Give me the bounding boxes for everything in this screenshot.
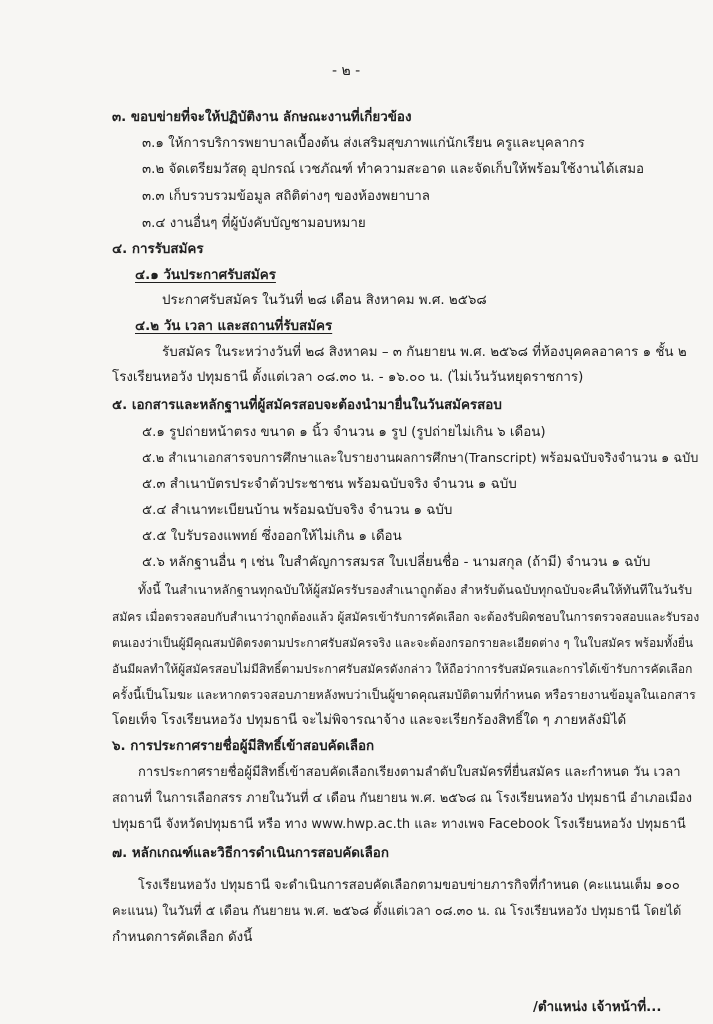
section-7-line: กำหนดการคัดเลือก ดังนี้ xyxy=(112,930,253,945)
section-7-heading: ๗. หลักเกณฑ์และวิธีการดำเนินการสอบคัดเลือก xyxy=(112,846,389,861)
section-6-line: ปทุมธานี จังหวัดปทุมธานี หรือ ทาง www.hwp.ac.th และ ทางเพจ Facebook โรงเรียนหอวัง ปทุมธานี xyxy=(112,817,686,832)
section-5-paragraph-line: อันมีผลทำให้ผู้สมัครสอบไม่มีสิทธิ์ตามประกาศรับสมัครดังกล่าว ให้ถือว่าการรับสมัครและการได้เข้ารับการคัดเลือก xyxy=(112,662,693,676)
footer-continuation: /ตำแหน่ง เจ้าหน้าที่... xyxy=(533,1000,662,1015)
section-4-2-line: รับสมัคร ในระหว่างวันที่ ๒๘ สิงหาคม – ๓ กันยายน พ.ศ. ๒๕๖๘ ที่ห้องบุคคลอาคาร ๑ ชั้น ๒ xyxy=(162,345,687,360)
section-5-paragraph-line: ทั้งนี้ ในสำเนาหลักฐานทุกฉบับให้ผู้สมัครรับรองสำเนาถูกต้อง สำหรับต้นฉบับทุกฉบับจะคืนให้ทันทีในวันรับ xyxy=(138,582,693,597)
section-4-1-heading: ๔.๑ วันประกาศรับสมัคร xyxy=(135,268,276,283)
section-3-item: ๓.๔ งานอื่นๆ ที่ผู้บังคับบัญชามอบหมาย xyxy=(142,216,366,231)
section-6-line: การประกาศรายชื่อผู้มีสิทธิ์เข้าสอบคัดเลือกเรียงตามลำดับใบสมัครที่ยื่นสมัคร และกำหนด วัน เวลา xyxy=(138,765,681,780)
section-3-item: ๓.๓ เก็บรวบรวมข้อมูล สถิติต่างๆ ของห้องพยาบาล xyxy=(142,189,430,204)
section-7-line: คะแนน) ในวันที่ ๕ เดือน กันยายน พ.ศ. ๒๕๖๘ ตั้งแต่เวลา ๐๘.๓๐ น. ณ โรงเรียนหอวัง ปทุมธานี โดยได้ xyxy=(112,904,682,919)
section-5-heading: ๕. เอกสารและหลักฐานที่ผู้สมัครสอบจะต้องนำมายื่นในวันสมัครสอบ xyxy=(112,398,502,413)
page-number: - ๒ - xyxy=(332,63,361,79)
section-5-item: ๕.๕ ใบรับรองแพทย์ ซึ่งออกให้ไม่เกิน ๑ เดือน xyxy=(142,529,402,544)
section-5-item: ๕.๓ สำเนาบัตรประจำตัวประชาชน พร้อมฉบับจริง จำนวน ๑ ฉบับ xyxy=(142,477,517,492)
section-5-paragraph-line: สมัคร เมื่อตรวจสอบกับสำเนาว่าถูกต้องแล้ว ผู้สมัครเข้ารับการคัดเลือก จะต้องรับผิดชอบในการตรวจสอบและรับรอง xyxy=(112,610,700,624)
section-6-heading: ๖. การประกาศรายชื่อผู้มีสิทธิ์เข้าสอบคัดเลือก xyxy=(112,739,375,754)
section-5-paragraph-line: โดยเท็จ โรงเรียนหอวัง ปทุมธานี จะไม่พิจารณาจ้าง และจะเรียกร้องสิทธิ์ใด ๆ ภายหลังมิได้ xyxy=(112,713,627,728)
section-5-paragraph-line: ครั้งนี้เป็นโมฆะ และหากตรวจสอบภายหลังพบว่าเป็นผู้ขาดคุณสมบัติตามที่กำหนด หรือรายงานข้อมูลในเอกสาร xyxy=(112,687,696,702)
section-5-item: ๕.๖ หลักฐานอื่น ๆ เช่น ใบสำคัญการสมรส ใบเปลี่ยนชื่อ - นามสกุล (ถ้ามี) จำนวน ๑ ฉบับ xyxy=(142,555,651,570)
section-3-item: ๓.๒ จัดเตรียมวัสดุ อุปกรณ์ เวชภัณฑ์ ทำความสะอาด และจัดเก็บให้พร้อมใช้งานได้เสมอ xyxy=(142,162,645,177)
section-3-item: ๓.๑ ให้การบริการพยาบาลเบื้องต้น ส่งเสริมสุขภาพแก่นักเรียน ครูและบุคลากร xyxy=(142,136,585,151)
section-5-item: ๕.๒ สำเนาเอกสารจบการศึกษาและใบรายงานผลการศึกษา(Transcript) พร้อมฉบับจริงจำนวน ๑ ฉบับ xyxy=(142,451,699,466)
section-5-paragraph-line: ตนเองว่าเป็นผู้มีคุณสมบัติตรงตามประกาศรับสมัครจริง และจะต้องกรอกรายละเอียดต่าง ๆ ในใบสมัคร พร้อมทั้งยื่น xyxy=(112,636,694,650)
section-5-item: ๕.๑ รูปถ่ายหน้าตรง ขนาด ๑ นิ้ว จำนวน ๑ รูป (รูปถ่ายไม่เกิน ๖ เดือน) xyxy=(142,425,546,440)
section-6-line: สถานที่ ในการเลือกสรร ภายในวันที่ ๔ เดือน กันยายน พ.ศ. ๒๕๖๘ ณ โรงเรียนหอวัง ปทุมธานี อำเภอเมือง xyxy=(112,791,692,806)
section-4-2-line: โรงเรียนหอวัง ปทุมธานี ตั้งแต่เวลา ๐๘.๓๐ น. - ๑๖.๐๐ น. (ไม่เว้นวันหยุดราชการ) xyxy=(112,370,584,385)
section-4-2-heading: ๔.๒ วัน เวลา และสถานที่รับสมัคร xyxy=(135,319,333,334)
section-5-item: ๕.๔ สำเนาทะเบียนบ้าน พร้อมฉบับจริง จำนวน ๑ ฉบับ xyxy=(142,503,453,518)
section-7-line: โรงเรียนหอวัง ปทุมธานี จะดำเนินการสอบคัดเลือกตามขอบข่ายภารกิจที่กำหนด (คะแนนเต็ม ๑๐๐ xyxy=(138,878,680,893)
section-4-heading: ๔. การรับสมัคร xyxy=(112,242,204,257)
section-4-1-text: ประกาศรับสมัคร ในวันที่ ๒๘ เดือน สิงหาคม พ.ศ. ๒๕๖๘ xyxy=(162,293,487,308)
section-3-heading: ๓. ขอบข่ายที่จะให้ปฏิบัติงาน ลักษณะงานที่เกี่ยวข้อง xyxy=(112,110,412,125)
